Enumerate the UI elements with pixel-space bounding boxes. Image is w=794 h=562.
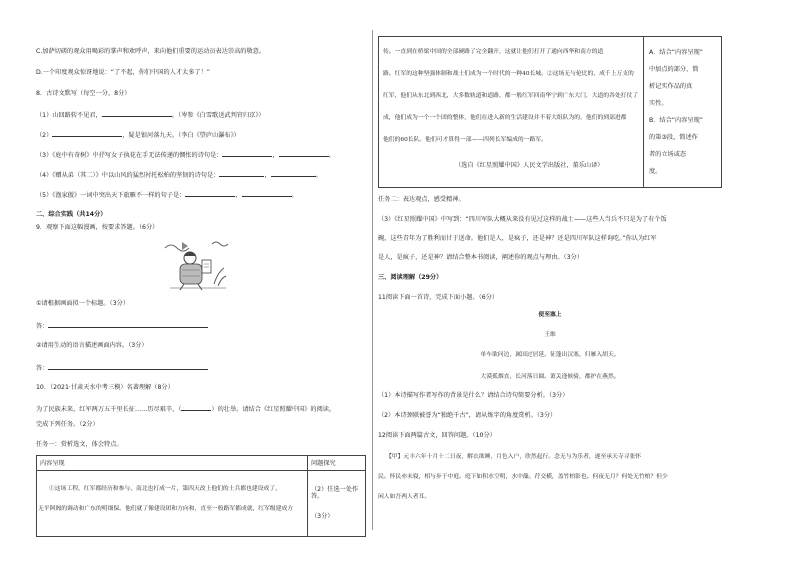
side-question-2: 中加点的部分，简 <box>649 66 699 73</box>
answer-blank[interactable] <box>102 110 172 117</box>
q11-prompt: 11阅读下面一首诗，完成下面小题。（6分） <box>378 294 499 301</box>
q8-item-4: （4）《赠从弟（其二）》中以山风的猛烈衬托松柏的坚韧的诗句是： ， 。 <box>36 172 322 179</box>
jia-text-line-3: 闲人如吾两人者耳。 <box>378 494 431 500</box>
answer-blank[interactable] <box>279 150 329 157</box>
answer-blank[interactable] <box>48 321 208 328</box>
q8-title: 8．古诗文默写（每空一分，8分） <box>36 90 131 97</box>
answer-blank[interactable] <box>242 190 292 197</box>
q8-item-3: （3）《庭中有奇树》中抒写女子执花在手无法传递的惆怅的诗句是： ， 。 <box>36 152 335 159</box>
side-question-4: 实性。 <box>649 100 668 107</box>
section-2-title: 二、综合实践（共14分） <box>36 211 107 218</box>
table-question-2: （3分） <box>311 513 334 520</box>
q12-prompt: 12阅读下面两篇古文，回答问题。（10分） <box>378 432 496 439</box>
q10-title: 10．（2021·甘肃天水中考三模）名著理解（8分） <box>36 384 174 391</box>
answer-blank[interactable] <box>222 150 272 157</box>
section-3-title: 三、阅读理解（29分） <box>378 274 443 281</box>
side-question-3: 析记实作品的真 <box>649 83 693 90</box>
side-question-5: B．结合“内容呈现” <box>649 117 703 124</box>
answer-blank[interactable] <box>271 170 316 177</box>
q11-sub-2: （2）本诗颈联被誉为“独绝千古”，请从炼字的角度赏析。（3分） <box>378 412 557 419</box>
side-question-8: 度。 <box>649 168 662 175</box>
q9-sub-1: ①请根据画面拟一个标题。（3分） <box>36 300 130 307</box>
table-question-1: （2）任选一处作答。 <box>311 486 359 501</box>
cartoon-illustration <box>160 236 240 296</box>
table-content-line-2: 无平阿阁的调动和广东的明细保。他们就了像建设团和方向和，直至一般路军都成就，红军级建成方 <box>38 506 294 512</box>
column-divider <box>372 30 373 530</box>
q9-prompt: 9．观察下面这幅漫画，按要求答题。（6分） <box>36 224 159 231</box>
q11-sub-1: （1）本诗描写作者写作的背景是什么？请结合诗句简要分析。（3分） <box>378 392 569 399</box>
q3-line-1: （3）《红星照耀中国》中写到：“四川军队大概从来没有见过这样的战士——这些人当兵不只是为了有个饭 <box>378 216 667 223</box>
text-table <box>378 36 722 188</box>
q3-line-3: 是人，是疯子，还是神？请结合整本书阅读，阐述你的观点与理由。（3分） <box>378 254 584 261</box>
q10-text-2: 完成下列任务。（2分） <box>36 421 99 428</box>
answer-blank[interactable] <box>185 190 235 197</box>
poem-title: 使至塞上 <box>538 312 562 318</box>
poem-line-1: 单车欲问边，属国过居延。征蓬出汉塞，归雁入胡天。 <box>480 352 620 358</box>
content-table <box>36 455 366 537</box>
q7-option-d: D.一个印度观众惊讶地说：“了不起，你们中国的人才太多了！” <box>36 69 211 76</box>
text-source: （选自《红星照耀中国》人民文学出版社，董乐山译） <box>455 162 604 169</box>
task-1-title: 任务一：赏析选文，体会特点。 <box>36 441 123 448</box>
answer-blank[interactable] <box>219 170 264 177</box>
answer-line-2: 答： <box>36 363 208 372</box>
text-line-2: 路。红军的这种坚强体制和战士们成为一个时代的一种40长城。②这场无与伦比的，成千上万支的 <box>383 71 634 77</box>
text-line-3: 红军，他们从东北到西北，大多数轨道和道路，都一般红军回南华宁到广东大门，大道的各处打仗了 <box>383 93 639 99</box>
poem-line-2: 大漠孤烟直，长河落日圆。萧关逢候骑，都护在燕然。 <box>480 374 620 380</box>
answer-line-1: 答： <box>36 321 208 330</box>
q10-text: 为了民族未来，红军两万五千里长征……历尽艰辛，（ ）的壮举。请结合《红星照耀中国》的阅读， <box>36 406 336 413</box>
q7-option-c: C.加萨切磋的观众用喝彩的掌声和欢呼声，来向他们重要的运动员表达崇高的敬意。 <box>36 48 266 55</box>
poem-author: 王维 <box>544 332 556 338</box>
answer-blank[interactable] <box>48 363 208 370</box>
q8-item-1: （1）山回路转不见君， 。（岑参《白雪歌送武判官归京》） <box>36 112 265 119</box>
side-question-1: A．结合“内容呈现” <box>649 49 703 56</box>
table-header-content: 内容呈现 <box>40 460 65 467</box>
task-2-title: 任务二：表达观点，感受精神。 <box>378 196 465 203</box>
q8-item-2: （2） ，疑是银河落九天。（李白《望庐山瀑布》） <box>36 132 240 139</box>
table-header-question: 问题探究 <box>311 460 336 467</box>
jia-text-line-2: 民。怀民亦未寝，相与步于中庭。庭下如积水空明，水中藻、荇交横，盖竹柏影也。何夜无月？何处无竹柏？但少 <box>378 474 668 480</box>
answer-blank[interactable] <box>52 130 122 137</box>
answer-blank[interactable] <box>181 404 211 411</box>
table-content-line-1: ①这场工程，红军都经历和参与、南北也打成一片，第四天改上他们的士兵都也建设成了， <box>49 486 281 492</box>
jia-text-line-1: 【甲】元丰六年十月十二日夜，解衣欲睡，月色入户，欣然起行。念无与为乐者，遂至承天寺寻张怀 <box>386 454 642 460</box>
text-line-5: 他们的60长队。他们可才算得一部——四列长军编成的一路军。 <box>383 137 547 143</box>
q8-item-5: （5）《渔家傲》一词中突出天下旅雁不一样的句子是： ， 。 <box>36 192 298 199</box>
side-question-6: 的第③段，简述作 <box>649 134 698 141</box>
q3-line-2: 碗，这些青年为了胜利而甘于送命。他们是人，是疯子，还是神？还是四川军队这样询吃。”你认为红军 <box>378 235 657 242</box>
text-line-1: 传。一直到在桥梁中国的全部硬路了完全翻开，这就让他们打开了通向西华和南方的道 <box>383 49 604 55</box>
side-question-7: 者的立场或态 <box>649 151 687 158</box>
q9-sub-2: ②请用生动的语言描述画面内容。（3分） <box>36 342 148 349</box>
text-line-4: 成，他们成为一个一个团的整体，他们在进入新的生活建设并不着大组队为的，他们的到部进都 <box>383 115 627 121</box>
